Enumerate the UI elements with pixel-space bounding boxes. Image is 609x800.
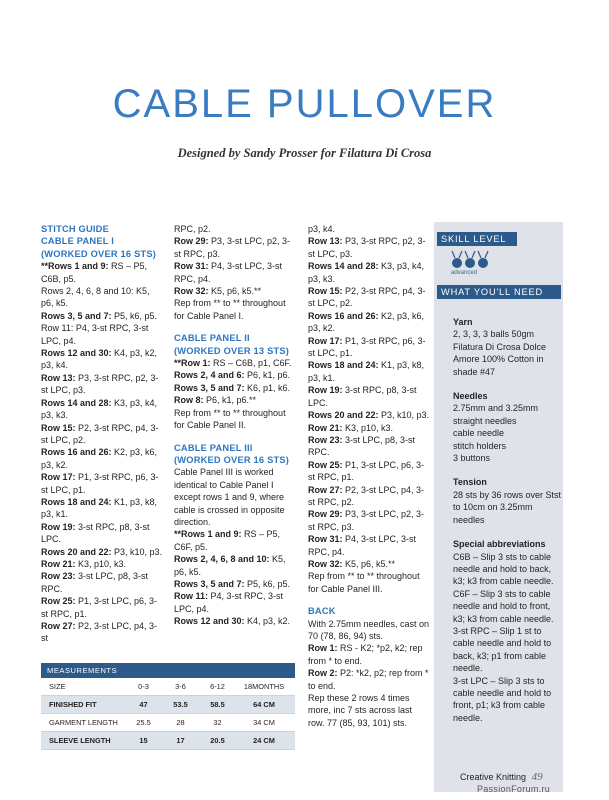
row-text: P1, 3-st LPC, p6, 3-st RPC, p1. [41, 596, 158, 619]
panel2-subheading: (WORKED OVER 13 STS) [174, 345, 290, 356]
instruction-row [308, 422, 430, 434]
back-heading: BACK [308, 606, 336, 617]
instruction-row [41, 620, 163, 645]
row-text: K4, p3, k2, p3, k4. [41, 348, 158, 371]
instruction-row [174, 235, 296, 260]
row-text: RS – C6B, p1, C6F. [210, 358, 292, 369]
row-label: Row 19: [41, 521, 76, 532]
row-text: P3, 3-st RPC, p2, 3-st LPC, p3. [308, 236, 426, 259]
page-footer [460, 771, 543, 783]
abbreviation-item: C6B – Slip 3 sts to cable needle and hold to back, k3; k3 from cable needle. [453, 551, 554, 587]
row-text: Rep from ** to ** throughout for Cable Panel II. [174, 407, 286, 431]
row-label: Row 23: [41, 571, 76, 582]
needles-heading: Needles [453, 391, 488, 402]
row-label: Rows 16 and 26: [41, 447, 112, 458]
row-text: P3, 3-st LPC, p2, 3-st RPC, p3. [174, 236, 291, 259]
panel3-heading: CABLE PANEL III [174, 442, 253, 453]
instruction-row [174, 285, 296, 297]
abbreviation-item: 3-st RPC – Slip 1 st to cable needle and hold to back, k3; p1 from cable needle. [453, 625, 552, 674]
row-label: **Rows 1 and 9: [41, 261, 109, 272]
row-label: Row 8: [174, 395, 204, 406]
row-text: P4, 3-st RPC, 3-st LPC, p4. [174, 591, 284, 614]
instruction-row [174, 578, 296, 590]
row-text: K1, p3, k8, p3, k1. [308, 360, 425, 383]
row-text: P2, 3-st RPC, p4, 3-st LPC, p2. [41, 422, 159, 445]
row-text: Rows 2, 4, 6, 8 and 10: K5, p6, k5. [41, 286, 150, 309]
measurement-value: 58.5 [210, 700, 225, 709]
row-label: Row 31: [308, 534, 343, 545]
measurement-value: 15 [139, 736, 148, 745]
row-text: P3, 3-st LPC, p2, 3-st RPC, p3. [308, 509, 425, 532]
panel1-heading: CABLE PANEL I [41, 236, 115, 247]
instruction-row [308, 235, 430, 260]
row-text: P3, k10, p3. [378, 410, 430, 421]
measurements-table [41, 663, 295, 750]
instruction-row [174, 382, 296, 394]
row-label: Row 31: [174, 261, 209, 272]
abbreviations-heading: Special abbreviations [453, 539, 546, 550]
row-label: Rows 18 and 24: [308, 360, 379, 371]
column-1 [41, 223, 163, 645]
instruction-row [41, 570, 163, 595]
row-text: P5, k6, p5. [111, 310, 158, 321]
abbreviation-item: 3-st LPC – Slip 3 sts to cable needle and hold to front, p1; k3 from cable needle. [453, 675, 552, 723]
measurement-value: 18MONTHS [243, 682, 285, 691]
row-text: Row 11: P4, 3-st RPC, 3-st LPC, p4. [41, 323, 149, 346]
row-text: P5, k6, p5. [244, 578, 291, 589]
instruction-row [41, 322, 163, 347]
row-label: Row 13: [41, 372, 76, 383]
panel3-subheading: (WORKED OVER 16 STS) [174, 454, 290, 465]
panel1-rows [41, 260, 163, 645]
page-title: CABLE PULLOVER [112, 82, 497, 126]
measurement-value: 32 [213, 718, 222, 727]
row-label: Row 17: [308, 335, 343, 346]
row-text: P6, k1, p6.** [203, 395, 257, 406]
instruction-row [308, 642, 430, 667]
instruction-row [41, 595, 163, 620]
row-label: Rows 2, 4, 6, 8 and 10: [174, 554, 270, 565]
instruction-row [174, 553, 296, 578]
instruction-row [308, 335, 430, 360]
column-3 [308, 223, 430, 729]
instruction-row [308, 667, 430, 692]
measurement-value: 6-12 [210, 682, 225, 691]
row-text: K6, p1, k6. [244, 382, 291, 393]
instruction-row [308, 260, 430, 285]
instruction-row [41, 285, 163, 310]
row-text: P1, 3-st LPC, p6, 3-st RPC, p1. [308, 459, 425, 483]
row-label: Row 11: [174, 591, 209, 602]
row-text: P1, 3-st RPC, p6, 3-st LPC, p1. [308, 335, 426, 359]
row-label: Row 32: [308, 558, 343, 569]
skill-level-tab: SKILL LEVEL [437, 232, 517, 246]
row-label: Row 29: [174, 236, 209, 247]
measurement-row [41, 696, 295, 714]
continued-text: p3, k4. [308, 224, 336, 234]
instruction-row [308, 570, 430, 595]
measurement-value: 47 [139, 700, 148, 709]
instruction-row [41, 260, 163, 285]
row-text: P2, 3-st LPC, p4, 3-st RPC, p2. [308, 484, 425, 507]
measurement-row [41, 732, 295, 750]
stitch-guide-heading: STITCH GUIDE [41, 224, 109, 234]
row-text: 3-st RPC, p8, 3-st LPC. [41, 521, 150, 545]
instruction-row [308, 409, 430, 421]
needles-item: 2.75mm and 3.25mm straight needles [453, 403, 539, 426]
instruction-row [308, 618, 430, 643]
instruction-row [174, 407, 296, 432]
row-label: Rows 18 and 24: [41, 496, 112, 507]
measurement-label: GARMENT LENGTH [49, 718, 118, 727]
instruction-row [174, 528, 296, 553]
row-text: P2, 3-st RPC, p4, 3-st LPC, p2. [308, 286, 426, 309]
tension-text: 28 sts by 36 rows over Stst to 10cm on 3.25mm needles [453, 489, 562, 525]
instruction-row [308, 384, 430, 409]
instruction-row [174, 394, 296, 406]
row-text: K2, p3, k6, p3, k2. [41, 447, 158, 470]
measurement-label: SIZE [49, 682, 66, 691]
column-2 [174, 223, 296, 628]
row-label: Rows 3, 5 and 7: [41, 310, 112, 321]
measurement-row [41, 678, 295, 696]
panel1-rows-cont [174, 235, 296, 322]
measurement-value: 17 [176, 736, 185, 745]
row-label: Row 27: [308, 484, 343, 495]
row-text: P3, k10, p3. [111, 546, 163, 557]
abbreviation-item: C6F – Slip 3 sts to cable needle and hold to front, k3; k3 from cable needle. [453, 588, 554, 624]
yarn-heading: Yarn [453, 317, 473, 327]
row-label: Row 15: [41, 422, 76, 433]
row-text: K2, p3, k6, p3, k2. [308, 310, 425, 334]
instruction-row [174, 297, 296, 322]
instruction-row [41, 422, 163, 447]
measurement-value: 64 CM [253, 700, 275, 709]
measurement-label: FINISHED FIT [49, 700, 97, 709]
measurements-rows [41, 678, 295, 750]
row-label: Rows 3, 5 and 7: [174, 578, 245, 589]
continued-text: RPC, p2. [174, 224, 211, 234]
row-text: K3, p10, k3. [342, 422, 394, 433]
row-label: Row 15: [308, 286, 343, 297]
back-rows [308, 618, 430, 730]
row-text: 3-st LPC, p8, 3-st RPC. [41, 571, 149, 594]
instruction-row [174, 615, 296, 627]
instruction-row [308, 508, 430, 533]
row-label: Row 19: [308, 385, 343, 396]
measurement-value: 28 [176, 718, 185, 727]
row-label: Row 23: [308, 434, 343, 445]
row-text: P2, 3-st LPC, p4, 3-st [41, 621, 158, 644]
designer-byline: Designed by Sandy Prosser for Filatura Di Crosa [177, 146, 432, 160]
panel3-rows [174, 466, 296, 627]
row-text: RS – P5, C6F, p5. [174, 529, 281, 552]
row-text: K3, p3, k4, p3, k3. [41, 397, 158, 421]
row-text: 3-st RPC, p8, 3-st LPC. [308, 385, 417, 408]
row-label: Row 1: [308, 643, 338, 654]
row-label: Row 25: [308, 459, 343, 470]
row-label: Rows 3, 5 and 7: [174, 382, 245, 393]
row-text: Rep from ** to ** throughout for Cable Panel III. [308, 571, 420, 594]
instruction-row [41, 496, 163, 521]
row-label: Rows 20 and 22: [308, 410, 379, 421]
measurement-value: 3-6 [175, 682, 186, 691]
row-text: P1, 3-st RPC, p6, 3-st LPC, p1. [41, 472, 159, 495]
row-text: Rep these 2 rows 4 times more, inc 7 sts across last row. 77 (85, 93, 101) sts. [308, 693, 413, 728]
skill-level-value: advanced [451, 270, 478, 276]
row-label: Row 27: [41, 621, 76, 631]
row-label: **Row 1: [174, 358, 211, 369]
instruction-row [41, 347, 163, 372]
instruction-row [174, 369, 296, 381]
row-label: Row 2: [308, 668, 338, 679]
row-label: Row 25: [41, 596, 76, 607]
row-label: Rows 2, 4 and 6: [174, 370, 245, 381]
row-text: P2: *k2, p2; rep from * to end. [308, 668, 429, 691]
instruction-row [174, 357, 296, 369]
measurement-value: 20.5 [210, 736, 225, 745]
instruction-row [308, 459, 430, 484]
instruction-row [174, 590, 296, 615]
measurement-value: 34 CM [253, 718, 275, 727]
instruction-row [174, 260, 296, 285]
row-text: K4, p3, k2. [244, 616, 291, 627]
measurement-value: 53.5 [173, 700, 188, 709]
instruction-row [41, 372, 163, 397]
tension-heading: Tension [453, 477, 487, 488]
row-label: Row 29: [308, 509, 343, 520]
measurement-label: SLEEVE LENGTH [49, 736, 111, 745]
row-label: Rows 14 and 28: [308, 261, 379, 272]
measurement-value: 24 CM [253, 736, 275, 745]
needles-item: stitch holders [453, 440, 507, 451]
row-label: Row 32: [174, 286, 209, 297]
instruction-row [308, 285, 430, 310]
row-text: RS – P5, C6B, p5. [41, 261, 148, 284]
instruction-row [308, 310, 430, 335]
row-text: K5, p6, k5. [174, 554, 286, 577]
row-label: Rows 16 and 26: [308, 310, 379, 321]
instruction-row [41, 546, 163, 558]
panel2-heading: CABLE PANEL II [174, 333, 250, 344]
instruction-row [308, 558, 430, 570]
instruction-row [308, 434, 430, 459]
row-label: Rows 20 and 22: [41, 546, 112, 557]
materials-list [453, 316, 563, 724]
row-text: P4, 3-st LPC, 3-st RPC, p4. [308, 534, 417, 557]
instruction-row [41, 310, 163, 322]
what-you-need-tab: WHAT YOU'LL NEED [437, 285, 561, 299]
row-text: 3-st LPC, p8, 3-st RPC. [308, 434, 416, 458]
instruction-row [308, 359, 430, 384]
measurement-row [41, 714, 295, 732]
panel1-subheading: (WORKED OVER 16 STS) [41, 248, 157, 259]
panel2-rows [174, 357, 296, 431]
measurement-value: 0-3 [138, 682, 149, 691]
page-number: 49 [531, 771, 543, 783]
needles-item: cable needle [453, 428, 505, 439]
yarn-text: 2, 3, 3, 3 balls 50gm Filatura Di Crosa Dolce Amore 100% Cotton in shade #47 [453, 329, 547, 377]
panel3-rows-cont [308, 235, 430, 595]
row-text: P4, 3-st LPC, 3-st RPC, p4. [174, 261, 283, 284]
watermark: PassionForum.ru [477, 784, 551, 794]
measurement-value: 25.5 [136, 718, 151, 727]
row-text: Cable Panel III is worked identical to Cable Panel I except rows 1 and 9, where cable is crossed in opposite direction. [174, 467, 285, 527]
row-text: P3, 3-st RPC, p2, 3-st LPC, p3. [41, 372, 159, 396]
instruction-row [41, 446, 163, 471]
row-label: Rows 12 and 30: [174, 616, 245, 627]
instruction-row [308, 533, 430, 558]
instruction-row [41, 521, 163, 546]
row-label: Row 21: [308, 422, 343, 433]
needles-item: 3 buttons [453, 453, 491, 464]
instruction-row [174, 466, 296, 528]
row-label: Row 17: [41, 472, 76, 483]
instruction-row [41, 558, 163, 570]
row-text: K5, p6, k5.** [342, 558, 396, 569]
instruction-row [308, 484, 430, 509]
row-text: K5, p6, k5.** [208, 286, 262, 297]
row-text: P6, k1, p6. [244, 370, 291, 381]
row-text: K1, p3, k8, p3, k1. [41, 496, 158, 520]
row-label: **Rows 1 and 9: [174, 529, 242, 540]
row-text: Rep from ** to ** throughout for Cable Panel I. [174, 298, 286, 321]
row-label: Rows 14 and 28: [41, 397, 112, 408]
row-label: Rows 12 and 30: [41, 348, 112, 359]
row-label: Row 21: [41, 558, 76, 569]
instruction-row [41, 471, 163, 496]
row-text: RS - K2; *p2, k2; rep from * to end. [308, 643, 423, 666]
row-text: K3, p10, k3. [75, 558, 127, 569]
row-label: Row 13: [308, 236, 343, 247]
yarn-ball-icon [450, 249, 494, 271]
measurements-heading: MEASUREMENTS [41, 663, 295, 678]
row-text: K3, p3, k4, p3, k3. [308, 261, 425, 284]
row-text: With 2.75mm needles, cast on 70 (78, 86, 94) sts. [308, 618, 430, 641]
magazine-name: Creative Knitting [460, 772, 527, 782]
instruction-row [308, 692, 430, 729]
instruction-row [41, 397, 163, 422]
